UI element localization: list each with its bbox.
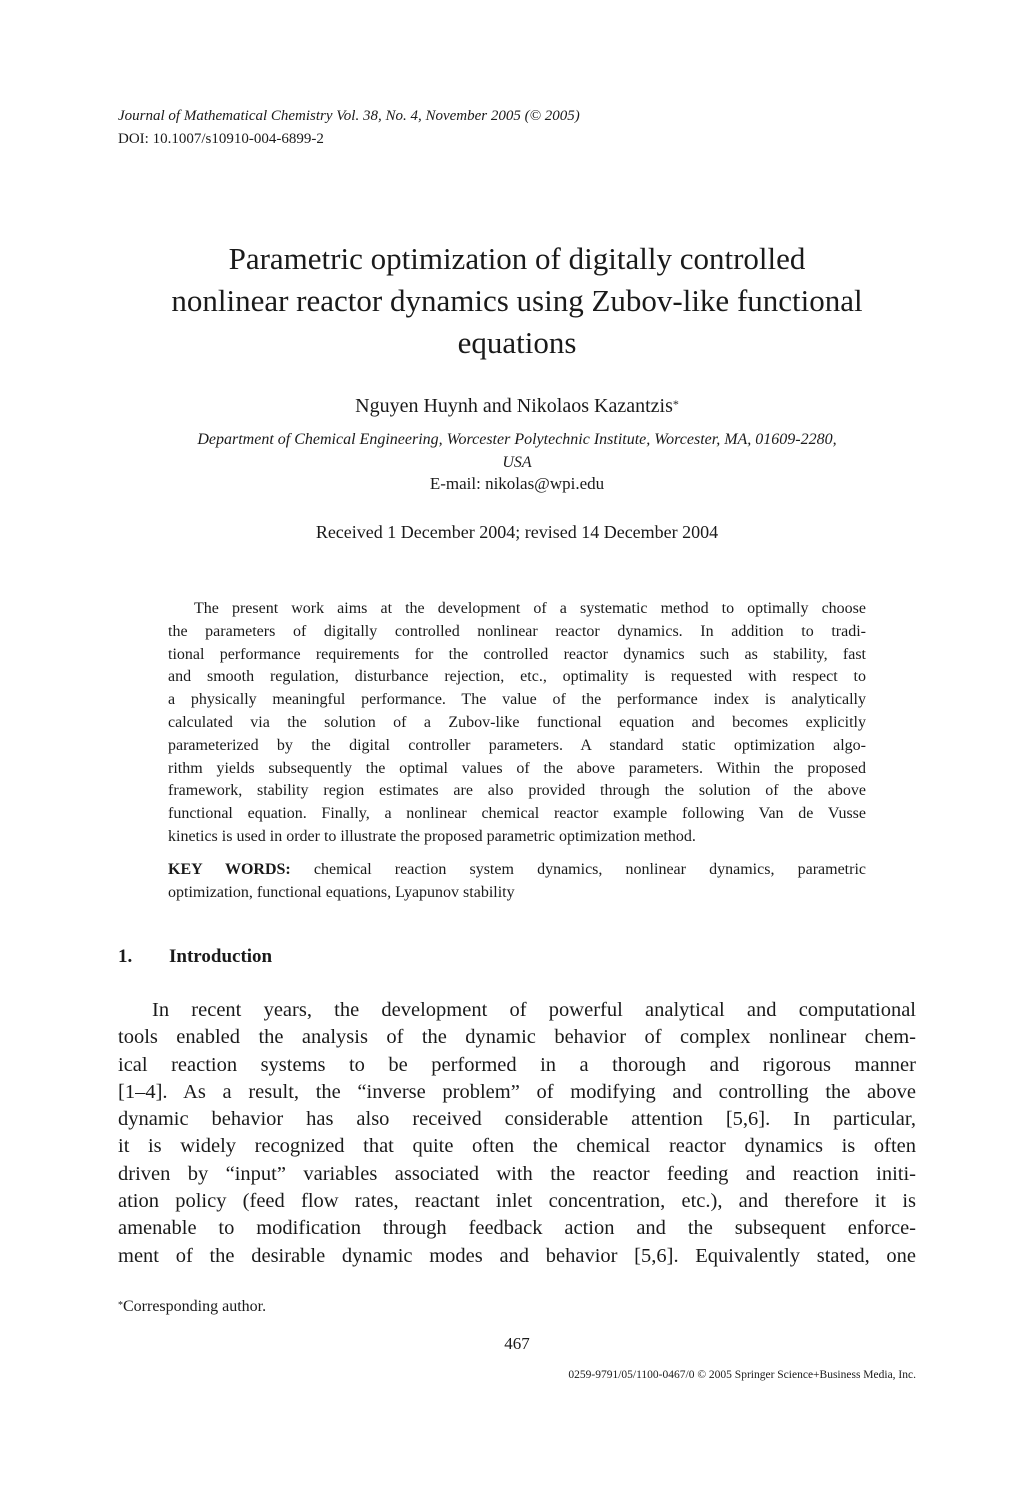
abstract-line: and smooth regulation, disturbance rejection, etc., optimality is requested with respect to [168, 668, 866, 686]
abstract-line: kinetics is used in order to illustrate the proposed parametric optimization method. [168, 827, 696, 845]
title-line: nonlinear reactor dynamics using Zubov-like functional [171, 283, 863, 318]
body-paragraph [118, 997, 916, 1270]
author-list [118, 393, 916, 419]
body-line: dynamic behavior has also received considerable attention [5,6]. In particular, [118, 1108, 916, 1131]
body-line: ment of the desirable dynamic modes and behavior [5,6]. Equivalently stated, one [118, 1244, 916, 1267]
body-line: it is widely recognized that quite often the chemical reactor dynamics is often [118, 1135, 916, 1158]
body-line: driven by “input” variables associated with the reactor feeding and reaction initi- [118, 1162, 916, 1185]
abstract-line: The present work aims at the development of a systematic method to optimally choose [194, 600, 866, 617]
affiliation [118, 428, 916, 474]
abstract-line: calculated via the solution of a Zubov-like functional equation and becomes explicitly [168, 713, 866, 731]
keywords-label: KEY WORDS: [168, 861, 291, 878]
title-line: Parametric optimization of digitally controlled [228, 241, 806, 276]
corresponding-author-marker: * [672, 397, 679, 411]
received-dates: Received 1 December 2004; revised 14 December 2004 [315, 522, 719, 542]
abstract-line: the parameters of digitally controlled nonlinear reactor dynamics. In addition to tradi- [168, 622, 866, 640]
abstract-line: functional equation. Finally, a nonlinear chemical reactor example following Van de Vusse [168, 805, 866, 823]
affiliation-line: Department of Chemical Engineering, Worcester Polytechnic Institute, Worcester, MA, 01609-2280, [197, 431, 837, 448]
keywords-line [168, 858, 866, 881]
body-line: In recent years, the development of powerful analytical and computational [152, 999, 916, 1021]
abstract [168, 598, 866, 849]
keywords-line: optimization, functional equations, Lyapunov stability [168, 884, 515, 901]
body-line: amenable to modification through feedback action and the subsequent enforce- [118, 1217, 916, 1240]
journal-citation: Journal of Mathematical Chemistry Vol. 38, No. 4, November 2005 (© 2005) [118, 108, 580, 124]
abstract-line: framework, stability region estimates are also provided through the solution of the above [168, 782, 866, 800]
keywords-text: chemical reaction system dynamics, nonlinear dynamics, parametric [313, 861, 866, 878]
body-line: ical reaction systems to be performed in a thorough and rigorous manner [118, 1053, 916, 1076]
abstract-line: tional performance requirements for the controlled reactor dynamics such as stability, fast [168, 645, 866, 663]
author-email: E-mail: nikolas@wpi.edu [429, 474, 605, 493]
abstract-line: rithm yields subsequently the optimal values of the above parameters. Within the proposed [168, 759, 866, 777]
abstract-line: parameterized by the digital controller parameters. A standard static optimization algo- [168, 736, 866, 754]
affiliation-line: USA [502, 454, 532, 471]
footnote-marker: * [118, 1300, 123, 1311]
abstract-line: a physically meaningful performance. The value of the performance index is analytically [168, 691, 866, 709]
page-number: 467 [504, 1334, 530, 1353]
section-title: Introduction [169, 946, 273, 967]
section-number: 1. [118, 946, 133, 967]
doi: DOI: 10.1007/s10910-004-6899-2 [118, 131, 324, 147]
body-line: ation policy (feed flow rates, reactant inlet concentration, etc.), and therefore it is [118, 1190, 916, 1213]
footnote [118, 1297, 266, 1317]
footnote-text: Corresponding author. [123, 1298, 267, 1315]
copyright-notice: 0259-9791/05/1100-0467/0 © 2005 Springer Science+Business Media, Inc. [568, 1369, 916, 1381]
author-names: Nguyen Huynh and Nikolaos Kazantzis [355, 395, 673, 417]
paper-title [100, 238, 934, 364]
body-line: tools enabled the analysis of the dynamic behavior of complex nonlinear chem- [118, 1026, 916, 1049]
body-line: [1–4]. As a result, the “inverse problem” of modifying and controlling the above [118, 1080, 916, 1103]
section-heading [118, 944, 272, 970]
keywords [168, 858, 866, 904]
title-line: equations [457, 325, 577, 360]
